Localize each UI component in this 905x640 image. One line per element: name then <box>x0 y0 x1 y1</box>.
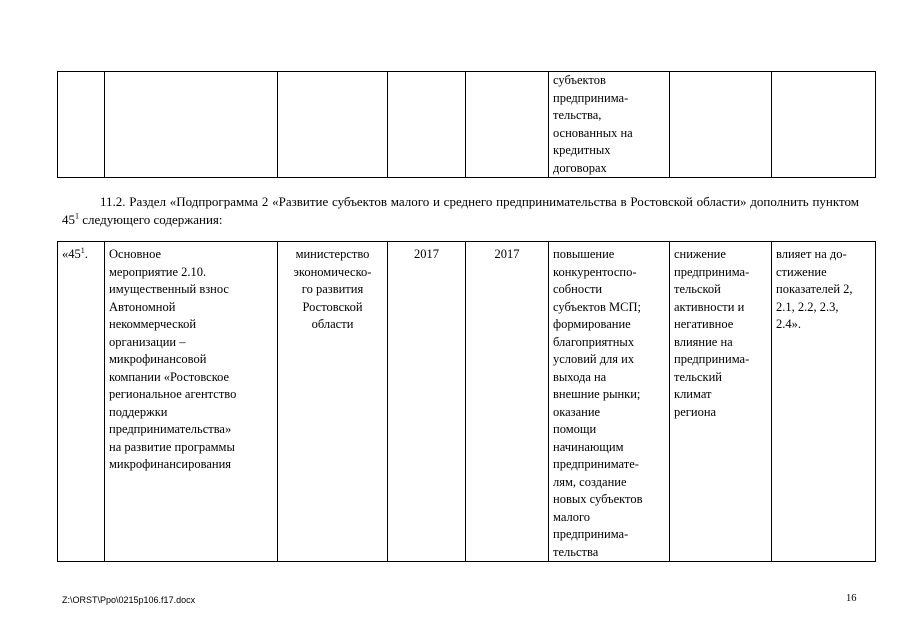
end-year: 2017 <box>494 247 520 261</box>
page-number: 16 <box>846 593 857 604</box>
cell-line: региона <box>674 404 717 419</box>
cell-line: повышение <box>553 247 615 261</box>
cell-line: активности и <box>674 299 745 314</box>
cell-line: внешние рынки; <box>553 387 641 401</box>
cell-line: стижение <box>776 264 827 279</box>
cell-line: Автономной <box>109 299 176 314</box>
start-year-cell <box>388 242 466 562</box>
cell-line: тельский <box>674 369 722 384</box>
cell-line: формирование <box>553 317 631 331</box>
cell-line: условий для их <box>553 352 635 366</box>
cell-line: выхода на <box>553 369 607 384</box>
table-cell <box>105 72 278 178</box>
cell-line: новых субъектов <box>553 492 643 506</box>
cell-line: предпринимате- <box>553 457 639 471</box>
cell-line: тельства, <box>553 108 602 122</box>
table-cell <box>466 72 549 178</box>
cell-line: микрофинансирования <box>109 457 232 471</box>
cell-line: региональное агентство <box>109 387 237 401</box>
end-year-cell <box>466 242 549 562</box>
table-cell <box>58 72 105 178</box>
cell-line: поддержки <box>109 404 168 419</box>
paragraph-sup: 1 <box>75 211 79 221</box>
table-row <box>58 72 876 178</box>
number-cell <box>58 242 105 562</box>
cell-line: Основное <box>109 247 162 261</box>
cell-line: помощи <box>553 422 597 436</box>
cell-line: предпринима- <box>674 264 750 279</box>
amendment-paragraph <box>62 193 859 229</box>
indicator-link-cell <box>772 242 876 562</box>
cell-line: тельской <box>674 282 721 296</box>
cell-line: влияет на до- <box>776 247 847 261</box>
cell-line: предпринима- <box>553 90 629 105</box>
cell-line: компании «Ростовское <box>109 369 230 384</box>
cell-line: кредитных <box>553 143 611 157</box>
cell-line: предпринима- <box>674 352 750 366</box>
cell-line: субъектов МСП; <box>553 299 641 314</box>
table-cell <box>772 72 876 178</box>
cell-line: субъектов <box>553 73 606 87</box>
table-cell <box>388 72 466 178</box>
table-row <box>58 242 876 562</box>
table-cell <box>278 72 388 178</box>
cell-line: имущественный взнос <box>109 282 229 296</box>
item-number: «45 <box>62 247 81 261</box>
cell-line: оказание <box>553 404 601 419</box>
cell-line: основанных на <box>553 125 633 140</box>
consequence-cell <box>670 242 772 562</box>
result-cell <box>549 242 670 562</box>
cell-line: снижение <box>674 247 726 261</box>
cell-line: министерство <box>295 247 370 261</box>
cell-line: микрофинансовой <box>109 352 207 366</box>
cell-line: тельства <box>553 544 599 559</box>
cell-line: 2.1, 2.2, 2.3, <box>776 299 839 314</box>
cell-line: договорах <box>553 160 607 175</box>
cell-line: климат <box>674 387 712 401</box>
cell-line: мероприятие 2.10. <box>109 264 207 279</box>
cell-line: го развития <box>301 282 364 296</box>
cell-line: предпринимательства» <box>109 422 232 436</box>
cell-line: экономическо- <box>293 264 372 279</box>
paragraph-text: 11.2. Раздел «Подпрограмма 2 «Развитие субъектов малого и среднего предпринимательства в Ростовской области» дополнить пунктом 45 <box>62 194 859 227</box>
cell-line: начинающим <box>553 439 624 454</box>
footer-file-path: Z:\ORST\Ppo\0215p106.f17.docx <box>62 595 196 605</box>
cell-line: области <box>311 317 354 331</box>
cell-line: организации – <box>109 334 186 349</box>
cell-line: показателей 2, <box>776 282 853 296</box>
cell-line: 2.4». <box>776 317 801 331</box>
cell-line: некоммерческой <box>109 317 197 331</box>
cell-line: на развитие программы <box>109 439 235 454</box>
cell-line: малого <box>553 509 591 524</box>
main-table <box>57 241 876 562</box>
cell-line: влияние на <box>674 334 733 349</box>
item-number-sup: 1 <box>80 245 85 255</box>
cell-line: собности <box>553 282 603 296</box>
cell-line: Ростовской <box>302 299 363 314</box>
cell-line: негативное <box>674 317 734 331</box>
cell-line: конкурентоспо- <box>553 264 637 279</box>
paragraph-text-end: следующего содержания: <box>79 212 223 227</box>
executor-cell <box>278 242 388 562</box>
start-year: 2017 <box>414 247 439 261</box>
event-cell <box>105 242 278 562</box>
cell-line: предпринима- <box>553 527 629 541</box>
top-table-fragment <box>57 71 876 178</box>
item-number-suffix: . <box>84 247 88 261</box>
table-cell <box>670 72 772 178</box>
cell-line: благоприятных <box>553 334 635 349</box>
result-cell <box>549 72 670 178</box>
cell-line: лям, создание <box>553 474 627 489</box>
